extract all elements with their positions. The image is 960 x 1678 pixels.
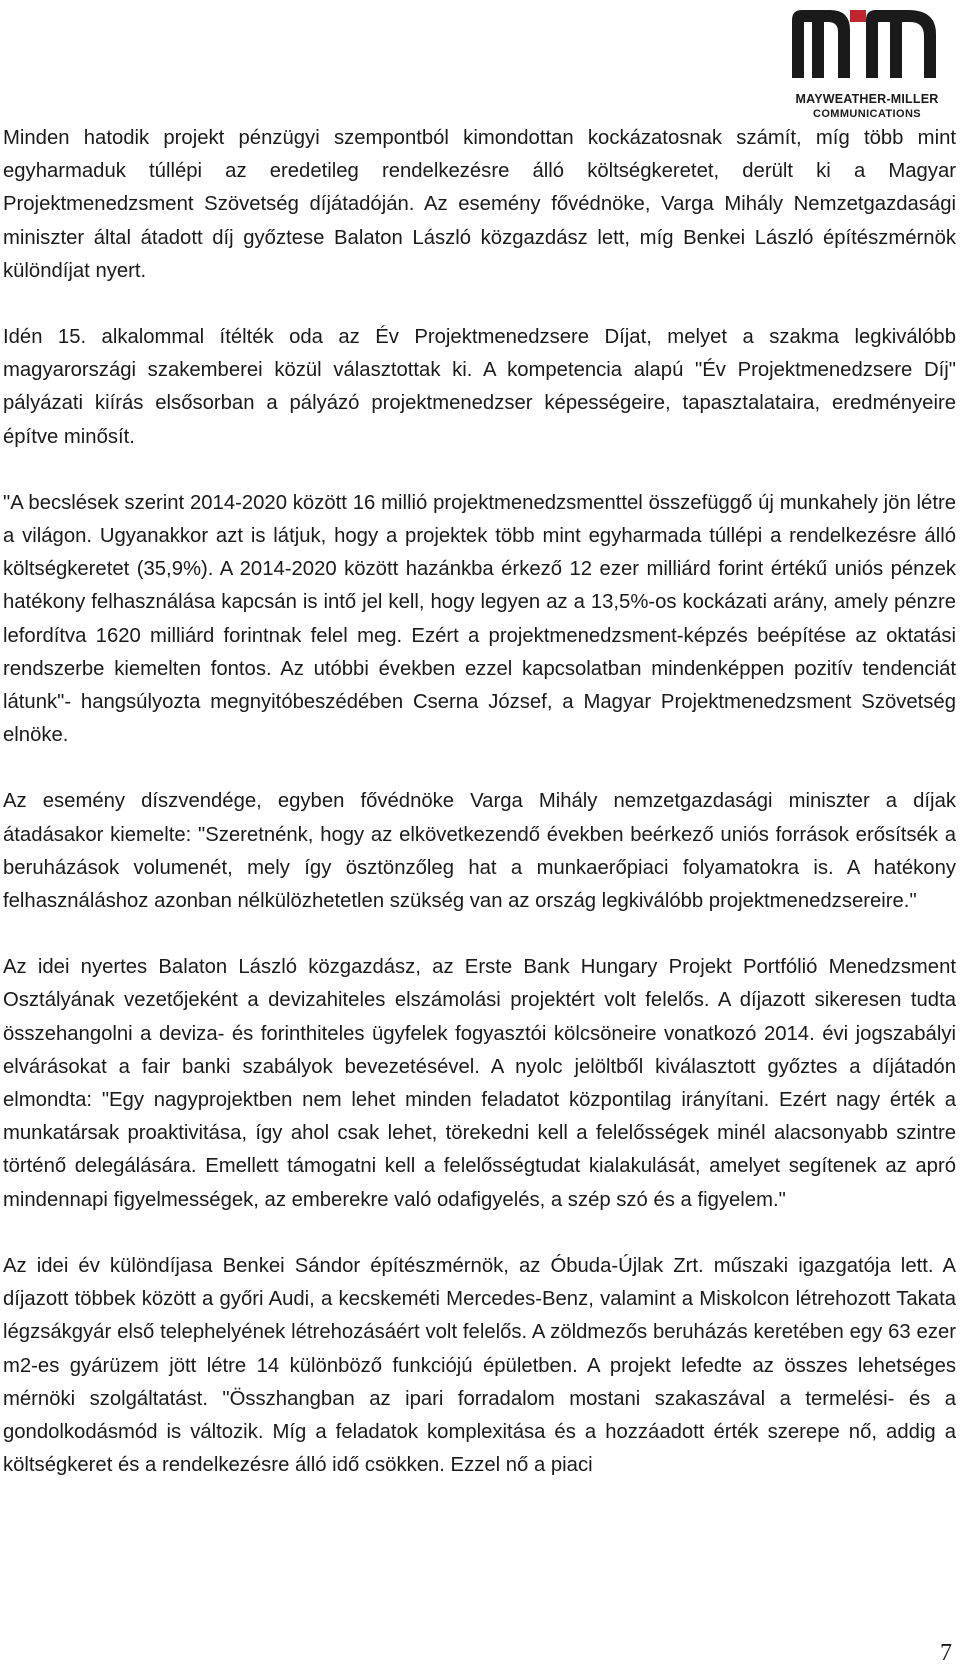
logo-company-subtitle: COMMUNICATIONS bbox=[812, 108, 922, 120]
paragraph-1: Minden hatodik projekt pénzügyi szempontból kimondottan kockázatosnak számít, míg több mint egyharmaduk túllépi az eredetileg rendelkezésre álló költségkeretet, derült ki a Magyar Projektmenedzsment Szövetség díjátadóján. Az esemény fővédnöke, Varga Mihály Nemzetgazdasági miniszter által átadott díj győztese Balaton László közgazdász lett, míg Benkei László építészmérnök különdíjat nyert. bbox=[3, 127, 956, 282]
company-logo bbox=[782, 6, 952, 118]
logo-company-name: MAYWEATHER-MILLER bbox=[795, 92, 939, 106]
paragraph-4: Az esemény díszvendége, egyben fővédnöke Varga Mihály nemzetgazdasági miniszter a díjak átadásakor kiemelte: "Szeretnénk, hogy az elkövetkezendő években beérkező uniós források erősítsék a beruházások volumenét, mely így ösztönzőleg hat a munkaerőpiaci folyamatokra is. A hatékony felhasználáshoz azonban nélkülözhetetlen szükség van az ország legkiválóbb projektmenedzsereire." bbox=[3, 790, 956, 913]
paragraph-3: "A becslések szerint 2014-2020 között 16 millió projektmenedzsmenttel összefüggő új munkahely jön létre a világon. Ugyanakkor azt is látjuk, hogy a projektek több mint egyharmada túllépi a rendelkezésre álló költségkeretet (35,9%). A 2014-2020 között hazánkba érkező 12 ezer milliárd forint értékű uniós pénzek hatékony felhasználása kapcsán is intő jel kell, hogy legyen az a 13,5%-os kockázati arány, amely pénzre lefordítva 1620 milliárd forintnak felel meg. Ezért a projektmenedzsment-képzés beépítése az oktatási rendszerbe kiemelten fontos. Az utóbbi években ezzel kapcsolatban mindenképpen pozitív tendenciát látunk"- hangsúlyozta megnyitóbeszédében Cserna József, a Magyar Projektmenedzsment Szövetség elnöke. bbox=[3, 491, 956, 747]
logo-mark-right-m bbox=[866, 10, 936, 78]
page-number: 7 bbox=[940, 1640, 952, 1666]
logo-mark-icon bbox=[790, 6, 946, 78]
paragraph-6: Az idei év különdíjasa Benkei Sándor építészmérnök, az Óbuda-Újlak Zrt. műszaki igazgatója lett. A díjazott többek között a győri Audi, a kecskeméti Mercedes-Benz, valamint a Miskolcon létrehozott Takata légzsákgyár első telephelyének létrehozásáért volt felelős. A zöldmezős beruházás keretében egy 63 ezer m2-es gyárüzem jött létre 14 különböző funkciójú épületben. A projekt lefedte az összes lehetséges mérnöki szolgáltatást. "Összhangban az ipari forradalom mostani szakaszával a termelési- és a gondolkodásmód is változik. Míg a feladatok komplexitása és a hozzáadott érték szerepe nő, addig a költségkeret és a rendelkezésre álló idő csökken. Ezzel nő a piaci bbox=[3, 1254, 956, 1477]
logo-mark-accent bbox=[850, 10, 866, 22]
article-body bbox=[3, 122, 956, 1515]
logo-mark-left-m bbox=[792, 10, 850, 78]
paragraph-5: Az idei nyertes Balaton László közgazdász, az Erste Bank Hungary Projekt Portfólió Menedzsment Osztályának vezetőjeként a devizahiteles elszámolási projektért volt felelős. A díjazott sikeresen tudta összehangolni a deviza- és forinthiteles ügyfelek fogyasztói kölcsöneire vonatkozó 2014. évi jogszabályi elvárásokat a fair banki szabályok bevezetésével. A nyolc jelöltből kiválasztott győztes a díjátadón elmondta: "Egy nagyprojektben nem lehet minden feladatot központilag irányítani. Ezért nagy érték a munkatársak proaktivitása, így ahol csak lehet, törekedni kell a felelősségek minél alacsonyabb szintre történő delegálására. Emellett támogatni kell a felelősségtudat kialakulását, amelyet segítenek az apró mindennapi figyelmességek, az emberekre való odafigyelés, a szép szó és a figyelem." bbox=[3, 956, 956, 1211]
paragraph-2: Idén 15. alkalommal ítélték oda az Év Projektmenedzsere Díjat, melyet a szakma legkiválóbb magyarországi szakemberei közül választottak ki. A kompetencia alapú "Év Projektmenedzsere Díj" pályázati kiírás elsősorban a pályázó projektmenedzser képességeire, tapasztalataira, eredményeire építve minősít. bbox=[3, 326, 956, 448]
